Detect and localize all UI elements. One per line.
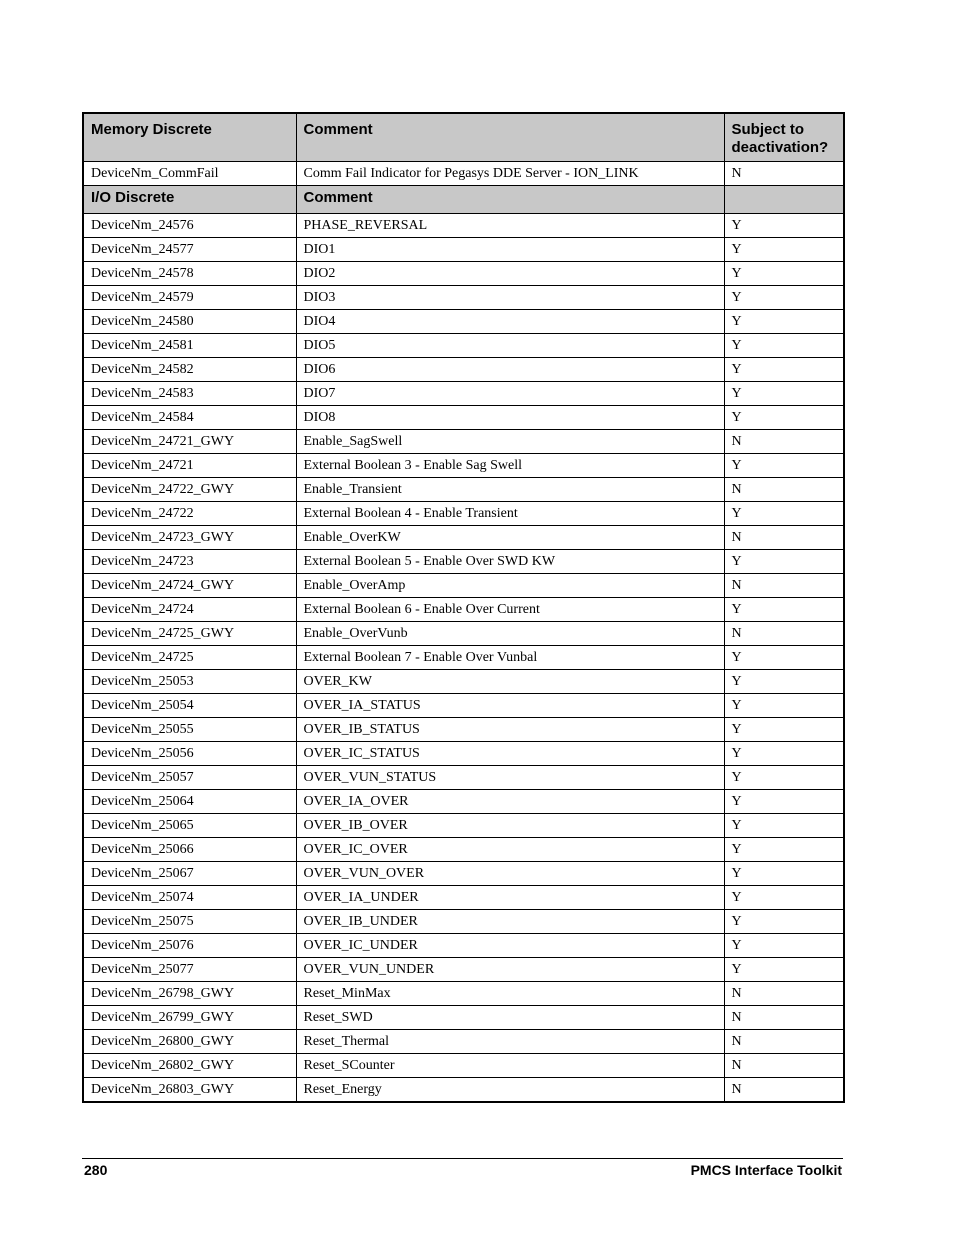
comment-cell: Reset_Thermal xyxy=(296,1030,724,1054)
deactivation-flag-cell: Y xyxy=(724,886,844,910)
table-row xyxy=(83,718,844,742)
comment-cell: OVER_IB_OVER xyxy=(296,814,724,838)
table-row xyxy=(83,1030,844,1054)
deactivation-flag-cell: Y xyxy=(724,862,844,886)
comment-cell: DIO6 xyxy=(296,358,724,382)
point-name-cell: DeviceNm_25075 xyxy=(83,910,296,934)
comment-cell: OVER_IA_UNDER xyxy=(296,886,724,910)
table-row xyxy=(83,670,844,694)
table-row xyxy=(83,958,844,982)
subheader-comment: Comment xyxy=(296,186,724,214)
point-name-cell: DeviceNm_24721_GWY xyxy=(83,430,296,454)
table-row xyxy=(83,478,844,502)
point-name-cell: DeviceNm_24582 xyxy=(83,358,296,382)
deactivation-flag-cell: Y xyxy=(724,454,844,478)
point-name-cell: DeviceNm_24722_GWY xyxy=(83,478,296,502)
point-name-cell: DeviceNm_24723 xyxy=(83,550,296,574)
table-row xyxy=(83,934,844,958)
table-row xyxy=(83,598,844,622)
comment-cell: DIO8 xyxy=(296,406,724,430)
table-row xyxy=(83,454,844,478)
discrete-table xyxy=(82,112,845,1103)
deactivation-flag-cell: Y xyxy=(724,814,844,838)
point-name-cell: DeviceNm_25057 xyxy=(83,766,296,790)
comment-cell: Reset_SCounter xyxy=(296,1054,724,1078)
table-header-row xyxy=(83,113,844,162)
point-name-cell: DeviceNm_26798_GWY xyxy=(83,982,296,1006)
table-row xyxy=(83,550,844,574)
point-name-cell: DeviceNm_24584 xyxy=(83,406,296,430)
deactivation-flag-cell: Y xyxy=(724,502,844,526)
table-row xyxy=(83,382,844,406)
comment-cell: OVER_VUN_STATUS xyxy=(296,766,724,790)
deactivation-flag-cell: N xyxy=(724,478,844,502)
point-name-cell: DeviceNm_26800_GWY xyxy=(83,1030,296,1054)
comment-cell: Comm Fail Indicator for Pegasys DDE Server - ION_LINK xyxy=(296,162,724,186)
comment-cell: Enable_OverKW xyxy=(296,526,724,550)
table-row xyxy=(83,742,844,766)
table-row xyxy=(83,406,844,430)
header-memory-discrete: Memory Discrete xyxy=(83,113,296,162)
point-name-cell: DeviceNm_25065 xyxy=(83,814,296,838)
point-name-cell: DeviceNm_24580 xyxy=(83,310,296,334)
table-row xyxy=(83,358,844,382)
comment-cell: OVER_IA_STATUS xyxy=(296,694,724,718)
io-subheader-row xyxy=(83,186,844,214)
deactivation-flag-cell: Y xyxy=(724,550,844,574)
table-row xyxy=(83,646,844,670)
deactivation-flag-cell: Y xyxy=(724,310,844,334)
point-name-cell: DeviceNm_26799_GWY xyxy=(83,1006,296,1030)
table-row xyxy=(83,574,844,598)
point-name-cell: DeviceNm_24724 xyxy=(83,598,296,622)
comment-cell: Reset_SWD xyxy=(296,1006,724,1030)
table-row xyxy=(83,526,844,550)
point-name-cell: DeviceNm_24576 xyxy=(83,214,296,238)
deactivation-flag-cell: Y xyxy=(724,718,844,742)
deactivation-flag-cell: Y xyxy=(724,742,844,766)
point-name-cell: DeviceNm_25074 xyxy=(83,886,296,910)
comment-cell: External Boolean 3 - Enable Sag Swell xyxy=(296,454,724,478)
deactivation-flag-cell: Y xyxy=(724,694,844,718)
table-row xyxy=(83,1078,844,1102)
point-name-cell: DeviceNm_25077 xyxy=(83,958,296,982)
point-name-cell: DeviceNm_25067 xyxy=(83,862,296,886)
deactivation-flag-cell: Y xyxy=(724,406,844,430)
deactivation-flag-cell: N xyxy=(724,430,844,454)
comment-cell: External Boolean 5 - Enable Over SWD KW xyxy=(296,550,724,574)
point-name-cell: DeviceNm_24724_GWY xyxy=(83,574,296,598)
comment-cell: External Boolean 6 - Enable Over Current xyxy=(296,598,724,622)
table-row xyxy=(83,694,844,718)
comment-cell: External Boolean 4 - Enable Transient xyxy=(296,502,724,526)
point-name-cell: DeviceNm_24579 xyxy=(83,286,296,310)
point-name-cell: DeviceNm_24583 xyxy=(83,382,296,406)
subheader-empty xyxy=(724,186,844,214)
deactivation-flag-cell: Y xyxy=(724,790,844,814)
point-name-cell: DeviceNm_24725_GWY xyxy=(83,622,296,646)
comment-cell: Enable_SagSwell xyxy=(296,430,724,454)
comment-cell: Reset_Energy xyxy=(296,1078,724,1102)
deactivation-flag-cell: N xyxy=(724,1054,844,1078)
comment-cell: DIO7 xyxy=(296,382,724,406)
table-row xyxy=(83,838,844,862)
point-name-cell: DeviceNm_25054 xyxy=(83,694,296,718)
point-name-cell: DeviceNm_26802_GWY xyxy=(83,1054,296,1078)
deactivation-flag-cell: N xyxy=(724,162,844,186)
deactivation-flag-cell: N xyxy=(724,622,844,646)
point-name-cell: DeviceNm_24721 xyxy=(83,454,296,478)
page-number: 280 xyxy=(84,1162,108,1178)
comment-cell: PHASE_REVERSAL xyxy=(296,214,724,238)
table-row xyxy=(83,162,844,186)
deactivation-flag-cell: Y xyxy=(724,910,844,934)
table-row xyxy=(83,910,844,934)
deactivation-flag-cell: Y xyxy=(724,646,844,670)
deactivation-flag-cell: Y xyxy=(724,670,844,694)
point-name-cell: DeviceNm_24578 xyxy=(83,262,296,286)
point-name-cell: DeviceNm_25076 xyxy=(83,934,296,958)
comment-cell: OVER_KW xyxy=(296,670,724,694)
header-subject-to-deactivation: Subject to deactivation? xyxy=(724,113,844,162)
table-row xyxy=(83,862,844,886)
table-row xyxy=(83,430,844,454)
comment-cell: DIO2 xyxy=(296,262,724,286)
table-row xyxy=(83,310,844,334)
table-row xyxy=(83,814,844,838)
comment-cell: Reset_MinMax xyxy=(296,982,724,1006)
point-name-cell: DeviceNm_25055 xyxy=(83,718,296,742)
comment-cell: DIO3 xyxy=(296,286,724,310)
deactivation-flag-cell: Y xyxy=(724,838,844,862)
header-comment: Comment xyxy=(296,113,724,162)
deactivation-flag-cell: Y xyxy=(724,334,844,358)
table-row xyxy=(83,214,844,238)
deactivation-flag-cell: Y xyxy=(724,598,844,622)
comment-cell: OVER_IB_UNDER xyxy=(296,910,724,934)
table-row xyxy=(83,766,844,790)
point-name-cell: DeviceNm_24725 xyxy=(83,646,296,670)
point-name-cell: DeviceNm_24723_GWY xyxy=(83,526,296,550)
table-row xyxy=(83,790,844,814)
point-name-cell: DeviceNm_26803_GWY xyxy=(83,1078,296,1102)
deactivation-flag-cell: N xyxy=(724,526,844,550)
comment-cell: Enable_Transient xyxy=(296,478,724,502)
comment-cell: OVER_VUN_UNDER xyxy=(296,958,724,982)
deactivation-flag-cell: Y xyxy=(724,766,844,790)
table-row xyxy=(83,262,844,286)
footer-divider xyxy=(82,1158,843,1159)
point-name-cell: DeviceNm_24577 xyxy=(83,238,296,262)
table-row xyxy=(83,1006,844,1030)
table-row xyxy=(83,622,844,646)
io-discrete-body xyxy=(83,214,844,1102)
table-row xyxy=(83,238,844,262)
table-row xyxy=(83,502,844,526)
deactivation-flag-cell: Y xyxy=(724,214,844,238)
deactivation-flag-cell: Y xyxy=(724,358,844,382)
table-row xyxy=(83,982,844,1006)
comment-cell: OVER_IC_OVER xyxy=(296,838,724,862)
comment-cell: OVER_IA_OVER xyxy=(296,790,724,814)
comment-cell: DIO1 xyxy=(296,238,724,262)
comment-cell: Enable_OverVunb xyxy=(296,622,724,646)
comment-cell: DIO4 xyxy=(296,310,724,334)
point-name-cell: DeviceNm_25066 xyxy=(83,838,296,862)
comment-cell: OVER_IB_STATUS xyxy=(296,718,724,742)
point-name-cell: DeviceNm_CommFail xyxy=(83,162,296,186)
comment-cell: OVER_VUN_OVER xyxy=(296,862,724,886)
document-title: PMCS Interface Toolkit xyxy=(690,1162,842,1178)
table-row xyxy=(83,1054,844,1078)
point-name-cell: DeviceNm_25053 xyxy=(83,670,296,694)
deactivation-flag-cell: Y xyxy=(724,958,844,982)
deactivation-flag-cell: Y xyxy=(724,262,844,286)
point-name-cell: DeviceNm_25056 xyxy=(83,742,296,766)
comment-cell: Enable_OverAmp xyxy=(296,574,724,598)
table-row xyxy=(83,334,844,358)
table-row xyxy=(83,886,844,910)
deactivation-flag-cell: Y xyxy=(724,286,844,310)
deactivation-flag-cell: N xyxy=(724,1030,844,1054)
deactivation-flag-cell: N xyxy=(724,1006,844,1030)
comment-cell: DIO5 xyxy=(296,334,724,358)
deactivation-flag-cell: N xyxy=(724,1078,844,1102)
comment-cell: OVER_IC_STATUS xyxy=(296,742,724,766)
comment-cell: OVER_IC_UNDER xyxy=(296,934,724,958)
deactivation-flag-cell: Y xyxy=(724,382,844,406)
deactivation-flag-cell: N xyxy=(724,982,844,1006)
memory-discrete-body xyxy=(83,162,844,186)
deactivation-flag-cell: Y xyxy=(724,238,844,262)
deactivation-flag-cell: N xyxy=(724,574,844,598)
point-name-cell: DeviceNm_25064 xyxy=(83,790,296,814)
comment-cell: External Boolean 7 - Enable Over Vunbal xyxy=(296,646,724,670)
subheader-io-discrete: I/O Discrete xyxy=(83,186,296,214)
point-name-cell: DeviceNm_24722 xyxy=(83,502,296,526)
point-name-cell: DeviceNm_24581 xyxy=(83,334,296,358)
deactivation-flag-cell: Y xyxy=(724,934,844,958)
table-row xyxy=(83,286,844,310)
